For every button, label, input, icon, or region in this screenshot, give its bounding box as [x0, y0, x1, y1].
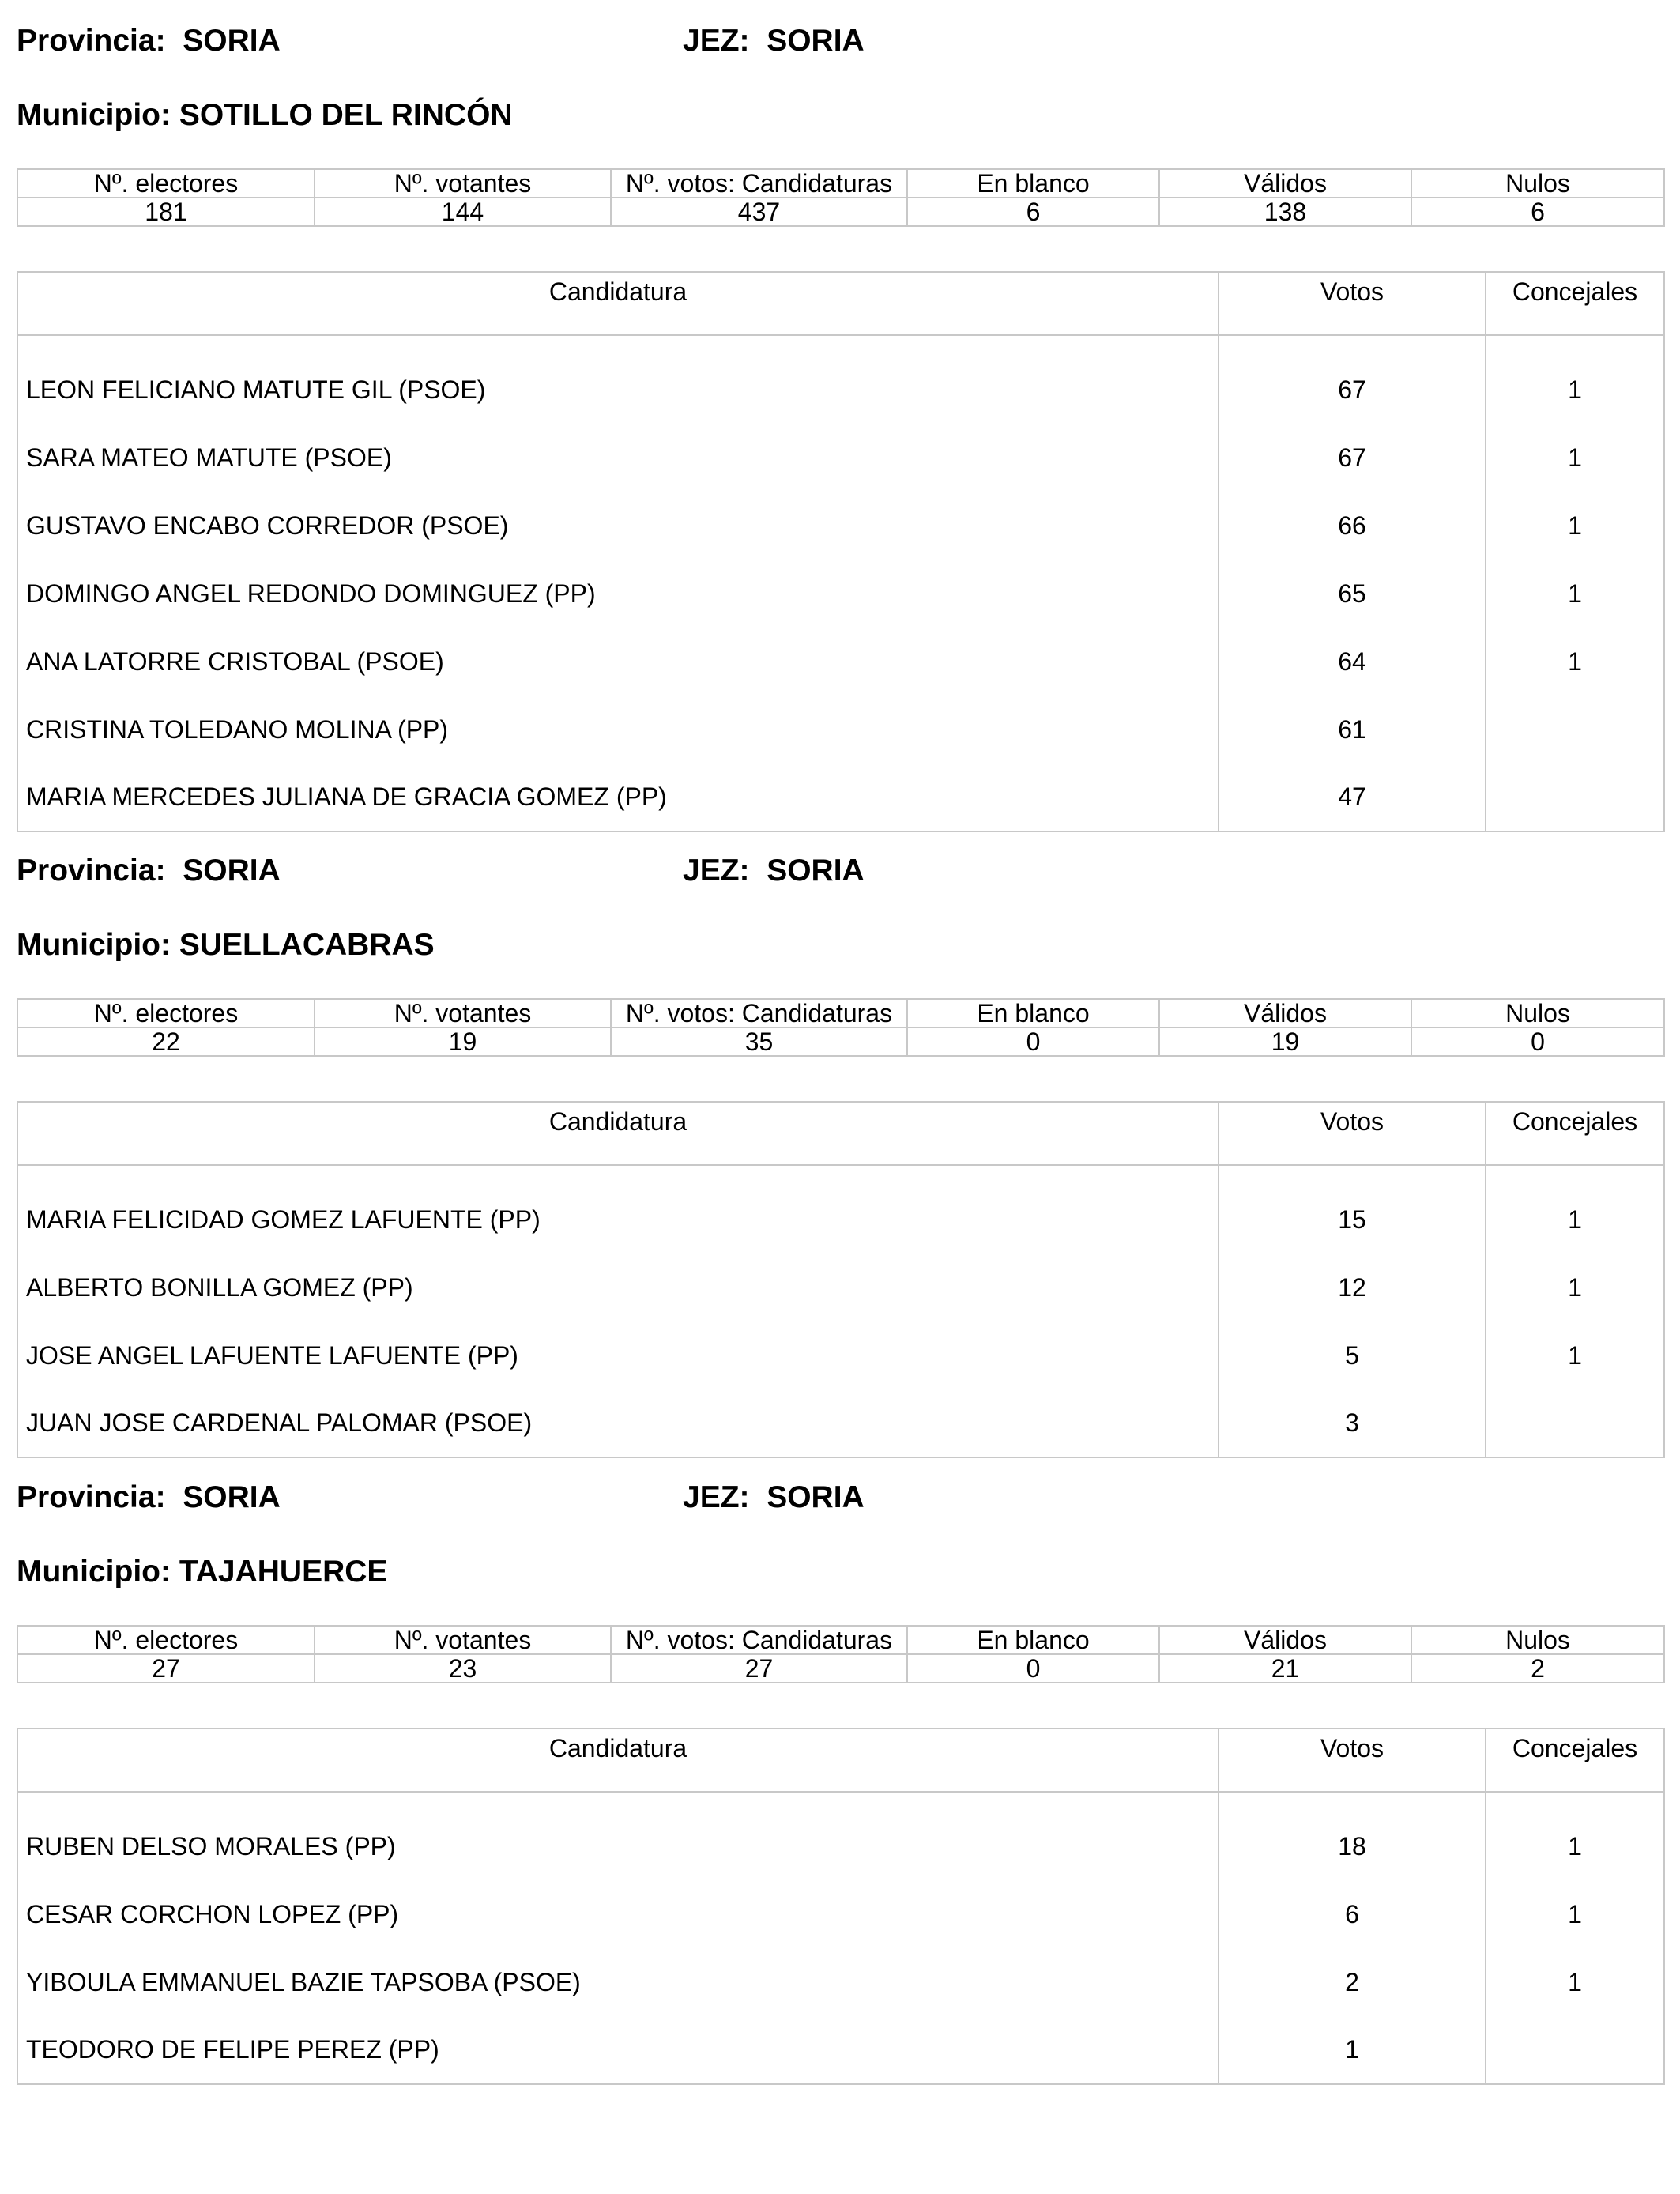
header-validos: Válidos [1159, 999, 1411, 1027]
provincia-heading [17, 854, 281, 888]
provincia-value: SORIA [183, 1480, 281, 1514]
table-row [17, 2016, 1664, 2084]
candidate-name: MARIA FELICIDAD GOMEZ LAFUENTE (PP) [17, 1165, 1219, 1253]
table-row [17, 1792, 1664, 1880]
header-votos: Votos [1219, 272, 1486, 335]
candidate-concejales: 1 [1486, 1948, 1664, 2016]
header-nulos: Nulos [1411, 169, 1664, 198]
header-votantes: Nº. votantes [315, 1626, 611, 1654]
table-row [17, 1253, 1664, 1321]
municipio-label: Municipio: [17, 1555, 171, 1589]
value-votos-candidaturas: 437 [611, 198, 907, 226]
header-nulos: Nulos [1411, 1626, 1664, 1654]
candidate-concejales: 1 [1486, 1880, 1664, 1948]
value-electores: 22 [17, 1027, 315, 1056]
candidate-concejales: 1 [1486, 1321, 1664, 1389]
candidate-votos: 67 [1219, 335, 1486, 424]
candidate-name: JOSE ANGEL LAFUENTE LAFUENTE (PP) [17, 1321, 1219, 1389]
candidates-header-row [17, 1102, 1664, 1165]
jez-heading [683, 854, 864, 888]
candidates-table [17, 1101, 1665, 1458]
jez-value: SORIA [767, 854, 864, 888]
candidate-votos: 6 [1219, 1880, 1486, 1948]
table-row [17, 628, 1664, 696]
header-electores: Nº. electores [17, 1626, 315, 1654]
candidate-votos: 12 [1219, 1253, 1486, 1321]
header-votos-candidaturas: Nº. votos: Candidaturas [611, 169, 907, 198]
candidate-votos: 64 [1219, 628, 1486, 696]
candidate-name: CESAR CORCHON LOPEZ (PP) [17, 1880, 1219, 1948]
candidate-name: RUBEN DELSO MORALES (PP) [17, 1792, 1219, 1880]
value-en-blanco: 0 [907, 1654, 1159, 1683]
candidate-votos: 18 [1219, 1792, 1486, 1880]
candidate-name: JUAN JOSE CARDENAL PALOMAR (PSOE) [17, 1389, 1219, 1457]
table-row [17, 1948, 1664, 2016]
header-electores: Nº. electores [17, 999, 315, 1027]
value-nulos: 0 [1411, 1027, 1664, 1056]
header-candidatura: Candidatura [17, 1102, 1219, 1165]
candidate-concejales [1486, 696, 1664, 763]
value-validos: 21 [1159, 1654, 1411, 1683]
municipio-value: TAJAHUERCE [179, 1555, 388, 1589]
table-row [17, 1389, 1664, 1457]
candidate-name: DOMINGO ANGEL REDONDO DOMINGUEZ (PP) [17, 560, 1219, 628]
value-votos-candidaturas: 35 [611, 1027, 907, 1056]
summary-table [17, 1625, 1665, 1683]
candidate-name: YIBOULA EMMANUEL BAZIE TAPSOBA (PSOE) [17, 1948, 1219, 2016]
provincia-heading [17, 24, 281, 58]
candidate-name: CRISTINA TOLEDANO MOLINA (PP) [17, 696, 1219, 763]
value-votantes: 19 [315, 1027, 611, 1056]
candidate-concejales: 1 [1486, 335, 1664, 424]
header-votos: Votos [1219, 1728, 1486, 1792]
candidates-header-row [17, 1728, 1664, 1792]
summary-header-row [17, 169, 1664, 198]
provincia-value: SORIA [183, 24, 281, 58]
candidate-name: SARA MATEO MATUTE (PSOE) [17, 424, 1219, 492]
table-row [17, 424, 1664, 492]
header-votantes: Nº. votantes [315, 999, 611, 1027]
summary-value-row [17, 198, 1664, 226]
table-row [17, 696, 1664, 763]
candidates-table [17, 271, 1665, 832]
candidate-votos: 3 [1219, 1389, 1486, 1457]
candidate-votos: 2 [1219, 1948, 1486, 2016]
table-row [17, 1321, 1664, 1389]
candidate-concejales: 1 [1486, 628, 1664, 696]
header-candidatura: Candidatura [17, 272, 1219, 335]
header-en-blanco: En blanco [907, 999, 1159, 1027]
jez-heading [683, 24, 864, 58]
candidate-name: GUSTAVO ENCABO CORREDOR (PSOE) [17, 492, 1219, 560]
jez-label: JEZ: [683, 1480, 750, 1514]
candidate-votos: 66 [1219, 492, 1486, 560]
candidate-name: TEODORO DE FELIPE PEREZ (PP) [17, 2016, 1219, 2084]
value-en-blanco: 6 [907, 198, 1159, 226]
header-concejales: Concejales [1486, 272, 1664, 335]
jez-label: JEZ: [683, 854, 750, 888]
municipio-label: Municipio: [17, 98, 171, 132]
candidate-votos: 5 [1219, 1321, 1486, 1389]
header-validos: Válidos [1159, 169, 1411, 198]
candidate-name: ALBERTO BONILLA GOMEZ (PP) [17, 1253, 1219, 1321]
summary-header-row [17, 1626, 1664, 1654]
municipio-value: SUELLACABRAS [179, 928, 435, 962]
jez-label: JEZ: [683, 24, 750, 58]
municipio-heading [17, 98, 513, 133]
header-en-blanco: En blanco [907, 1626, 1159, 1654]
summary-value-row [17, 1027, 1664, 1056]
table-row [17, 763, 1664, 831]
header-validos: Válidos [1159, 1626, 1411, 1654]
candidate-concejales: 1 [1486, 1253, 1664, 1321]
provincia-heading [17, 1480, 281, 1515]
candidate-concejales [1486, 2016, 1664, 2084]
value-nulos: 6 [1411, 198, 1664, 226]
header-candidatura: Candidatura [17, 1728, 1219, 1792]
table-row [17, 560, 1664, 628]
value-en-blanco: 0 [907, 1027, 1159, 1056]
header-votantes: Nº. votantes [315, 169, 611, 198]
value-votantes: 23 [315, 1654, 611, 1683]
value-votantes: 144 [315, 198, 611, 226]
candidate-name: MARIA MERCEDES JULIANA DE GRACIA GOMEZ (PP) [17, 763, 1219, 831]
candidate-concejales: 1 [1486, 560, 1664, 628]
summary-table [17, 998, 1665, 1057]
table-row [17, 335, 1664, 424]
value-electores: 181 [17, 198, 315, 226]
candidate-votos: 65 [1219, 560, 1486, 628]
candidate-concejales: 1 [1486, 1165, 1664, 1253]
value-validos: 138 [1159, 198, 1411, 226]
header-votos-candidaturas: Nº. votos: Candidaturas [611, 999, 907, 1027]
header-nulos: Nulos [1411, 999, 1664, 1027]
summary-header-row [17, 999, 1664, 1027]
candidate-votos: 67 [1219, 424, 1486, 492]
municipio-heading [17, 1555, 387, 1589]
value-votos-candidaturas: 27 [611, 1654, 907, 1683]
summary-table [17, 168, 1665, 227]
candidate-concejales: 1 [1486, 1792, 1664, 1880]
municipio-value: SOTILLO DEL RINCÓN [179, 98, 513, 132]
provincia-label: Provincia: [17, 1480, 166, 1514]
candidate-concejales [1486, 1389, 1664, 1457]
header-electores: Nº. electores [17, 169, 315, 198]
summary-value-row [17, 1654, 1664, 1683]
jez-heading [683, 1480, 864, 1515]
candidate-votos: 1 [1219, 2016, 1486, 2084]
header-concejales: Concejales [1486, 1102, 1664, 1165]
provincia-label: Provincia: [17, 854, 166, 888]
value-electores: 27 [17, 1654, 315, 1683]
header-en-blanco: En blanco [907, 169, 1159, 198]
header-votos-candidaturas: Nº. votos: Candidaturas [611, 1626, 907, 1654]
municipio-heading [17, 928, 435, 963]
jez-value: SORIA [767, 1480, 864, 1514]
candidates-table [17, 1728, 1665, 2085]
header-votos: Votos [1219, 1102, 1486, 1165]
candidate-concejales: 1 [1486, 492, 1664, 560]
table-row [17, 1165, 1664, 1253]
provincia-label: Provincia: [17, 24, 166, 58]
table-row [17, 1880, 1664, 1948]
municipio-label: Municipio: [17, 928, 171, 962]
jez-value: SORIA [767, 24, 864, 58]
value-nulos: 2 [1411, 1654, 1664, 1683]
candidate-votos: 15 [1219, 1165, 1486, 1253]
candidate-name: ANA LATORRE CRISTOBAL (PSOE) [17, 628, 1219, 696]
value-validos: 19 [1159, 1027, 1411, 1056]
header-concejales: Concejales [1486, 1728, 1664, 1792]
candidate-concejales [1486, 763, 1664, 831]
provincia-value: SORIA [183, 854, 281, 888]
candidate-concejales: 1 [1486, 424, 1664, 492]
candidate-votos: 47 [1219, 763, 1486, 831]
candidate-votos: 61 [1219, 696, 1486, 763]
candidate-name: LEON FELICIANO MATUTE GIL (PSOE) [17, 335, 1219, 424]
table-row [17, 492, 1664, 560]
candidates-header-row [17, 272, 1664, 335]
